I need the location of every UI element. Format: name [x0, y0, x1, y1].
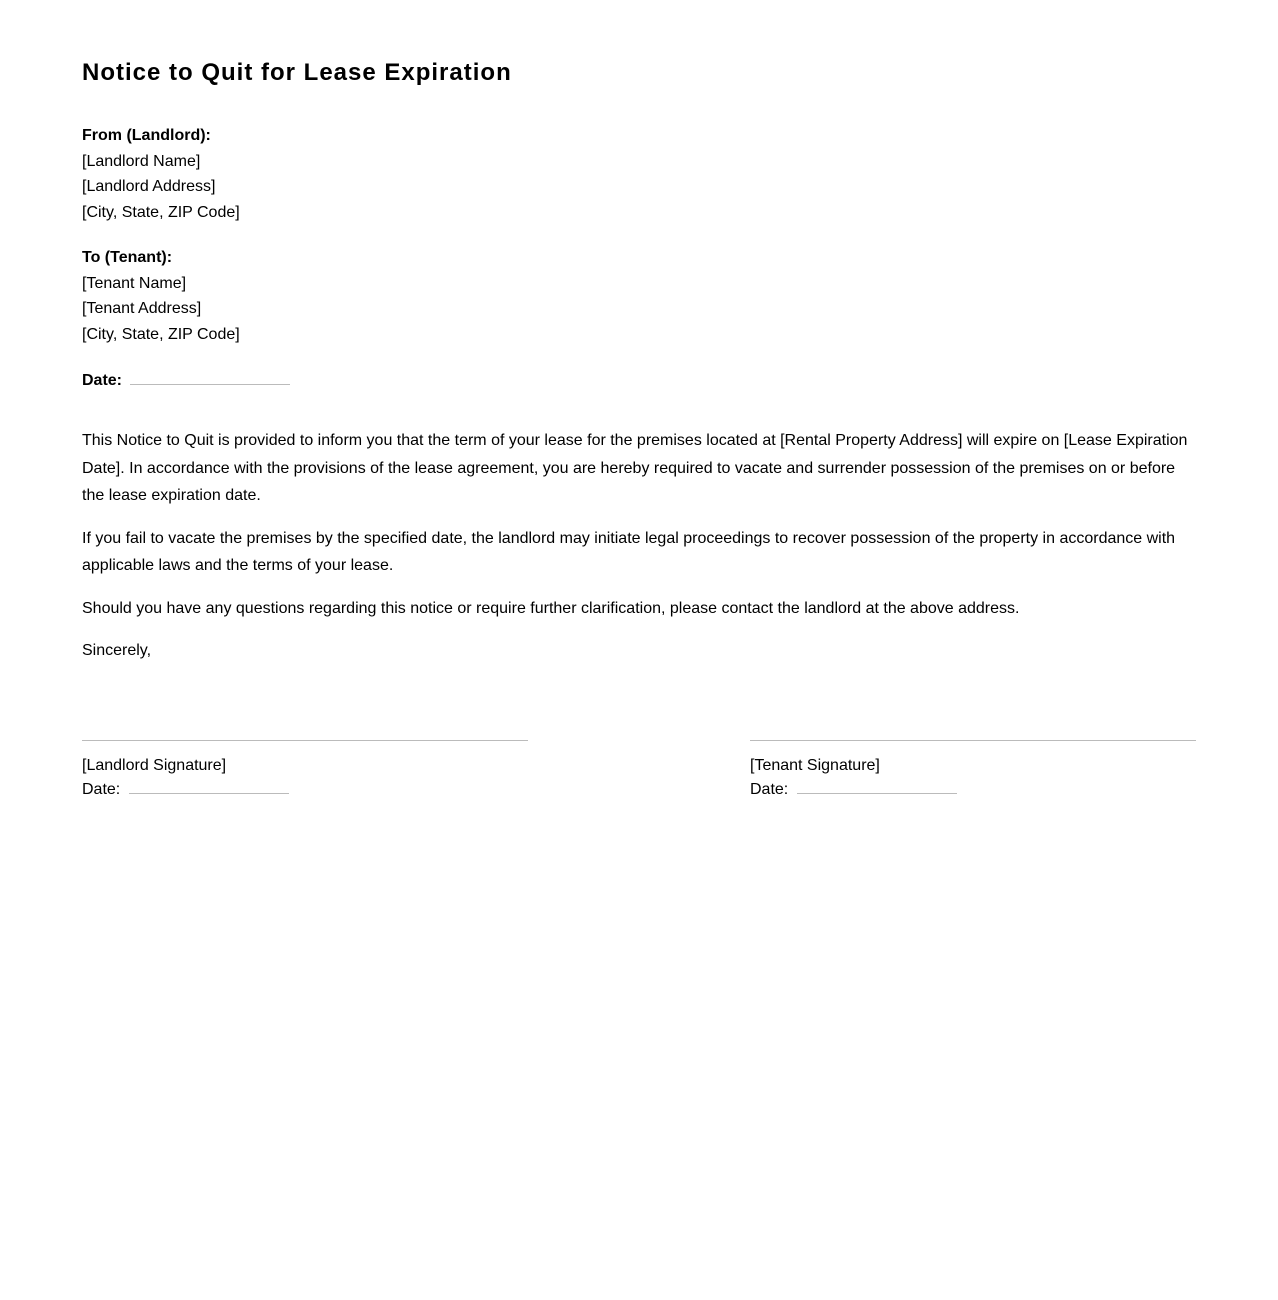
notice-date-blank[interactable]	[130, 366, 290, 385]
landlord-signature-label: [Landlord Signature]	[82, 757, 227, 774]
landlord-city-state-zip: [City, State, ZIP Code]	[82, 203, 240, 221]
to-label: To (Tenant):	[82, 249, 173, 266]
tenant-city-state-zip: [City, State, ZIP Code]	[82, 325, 240, 343]
to-tenant-block	[82, 245, 240, 347]
tenant-address: [Tenant Address]	[82, 300, 202, 317]
tenant-date-label: Date:	[750, 781, 789, 798]
landlord-signature-line[interactable]	[82, 740, 528, 741]
tenant-signature-date-row	[750, 777, 1196, 801]
notice-date-row	[82, 366, 290, 393]
landlord-date-label: Date:	[82, 781, 121, 798]
notice-body	[82, 427, 1196, 637]
tenant-signature-block	[750, 740, 1196, 801]
tenant-signature-line[interactable]	[750, 740, 1196, 741]
paragraph-expiration: This Notice to Quit is provided to inform you that the term of your lease for the premises located at [Rental Property Address] will expire on [Lease Expiration Date]. In accordance with the provisions of the lease agreement, you are hereby required to vacate and surrender possession of the premises on or before the lease expiration date.	[82, 432, 1188, 504]
notice-date-label: Date:	[82, 372, 123, 389]
paragraph-questions: Should you have any questions regarding this notice or require further clarification, please contact the landlord at the above address.	[82, 599, 1020, 617]
document-title: Notice to Quit for Lease Expiration	[82, 59, 512, 86]
tenant-date-blank[interactable]	[797, 777, 957, 794]
landlord-signature-block	[82, 740, 528, 801]
landlord-name: [Landlord Name]	[82, 152, 201, 170]
closing: Sincerely,	[82, 642, 152, 659]
paragraph-legal-proceedings: If you fail to vacate the premises by the specified date, the landlord may initiate legal proceedings to recover possession of the property in accordance with applicable laws and the terms of your lease.	[82, 529, 1176, 574]
landlord-date-blank[interactable]	[129, 777, 289, 794]
from-landlord-block	[82, 123, 240, 225]
tenant-name: [Tenant Name]	[82, 274, 187, 292]
tenant-signature-label: [Tenant Signature]	[750, 757, 880, 774]
landlord-address: [Landlord Address]	[82, 178, 216, 195]
from-label: From (Landlord):	[82, 127, 211, 144]
landlord-signature-date-row	[82, 777, 528, 801]
